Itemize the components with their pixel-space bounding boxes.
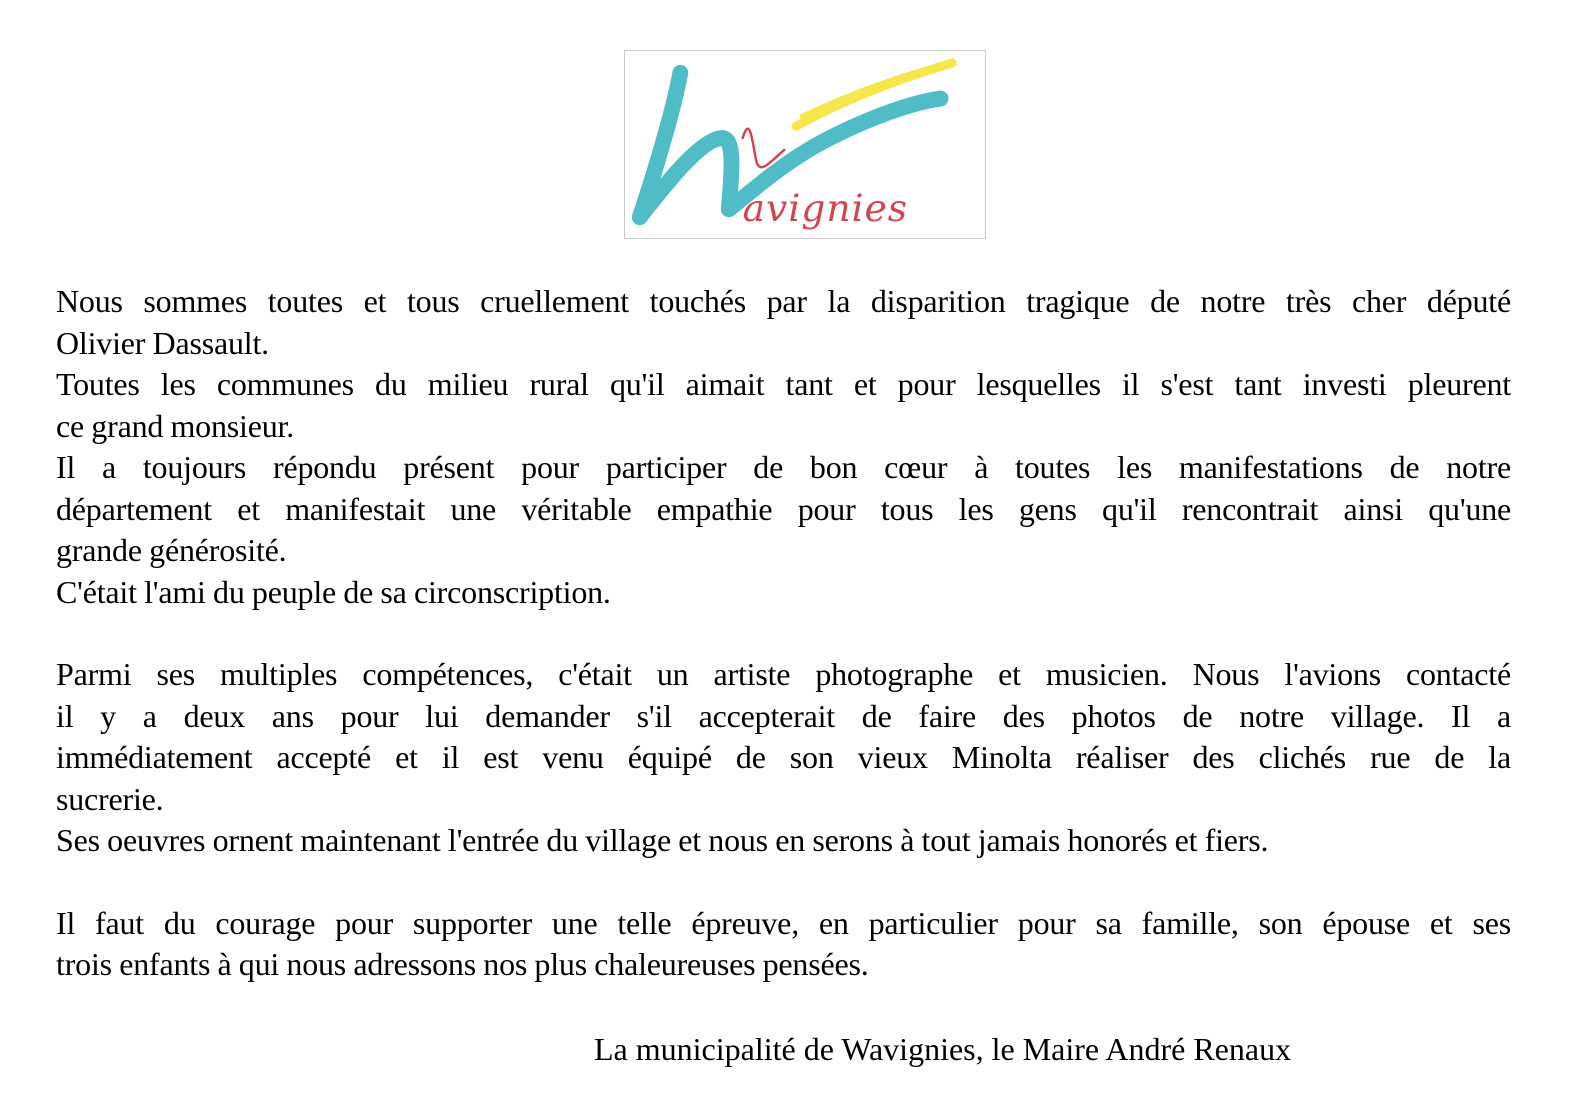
text-line: trois enfants à qui nous adressons nos plus chaleureuses pensées. — [56, 946, 869, 982]
wavignies-logo — [624, 50, 986, 239]
text-line: Il faut du courage pour supporter une telle épreuve, en particulier pour sa famille, son épouse et ses — [56, 904, 1511, 941]
text-line: Toutes les communes du milieu rural qu'il aimait tant et pour lesquelles il s'est tant investi pleurent — [56, 366, 1511, 402]
logo-wordmark: avignies — [742, 186, 909, 231]
text-line: il y a deux ans pour lui demander s'il accepterait de faire des photos de notre village. Il a — [56, 697, 1511, 734]
text-line: ce grand monsieur. — [56, 407, 294, 444]
paragraph-2 — [56, 654, 1511, 862]
text-line: Parmi ses multiples compétences, c'était un artiste photographe et musicien. Nous l'avions contacté — [56, 656, 1511, 692]
text-line: département et manifestait une véritable empathie pour tous les gens qu'il rencontrait ainsi qu'une — [56, 490, 1511, 527]
paragraph-3 — [56, 903, 1511, 986]
wavignies-logo-graphic — [625, 51, 985, 238]
text-line: C'était l'ami du peuple de sa circonscription. — [56, 573, 611, 610]
paragraph-1 — [56, 281, 1511, 613]
text-line: Ses oeuvres ornent maintenant l'entrée du village et nous en serons à tout jamais honorés et fiers. — [56, 822, 1269, 858]
text-line: Olivier Dassault. — [56, 324, 269, 361]
text-line: Nous sommes toutes et tous cruellement touchés par la disparition tragique de notre très cher député — [56, 283, 1511, 319]
text-line: immédiatement accepté et il est venu équipé de son vieux Minolta réaliser des clichés rue de la — [56, 739, 1511, 775]
text-line: grande générosité. — [56, 532, 287, 568]
letter-body — [56, 281, 1511, 1027]
text-line: Il a toujours répondu présent pour participer de bon cœur à toutes les manifestations de notre — [56, 449, 1511, 485]
text-line: sucrerie. — [56, 780, 164, 817]
signature: La municipalité de Wavignies, le Maire André Renaux — [594, 1031, 1292, 1067]
